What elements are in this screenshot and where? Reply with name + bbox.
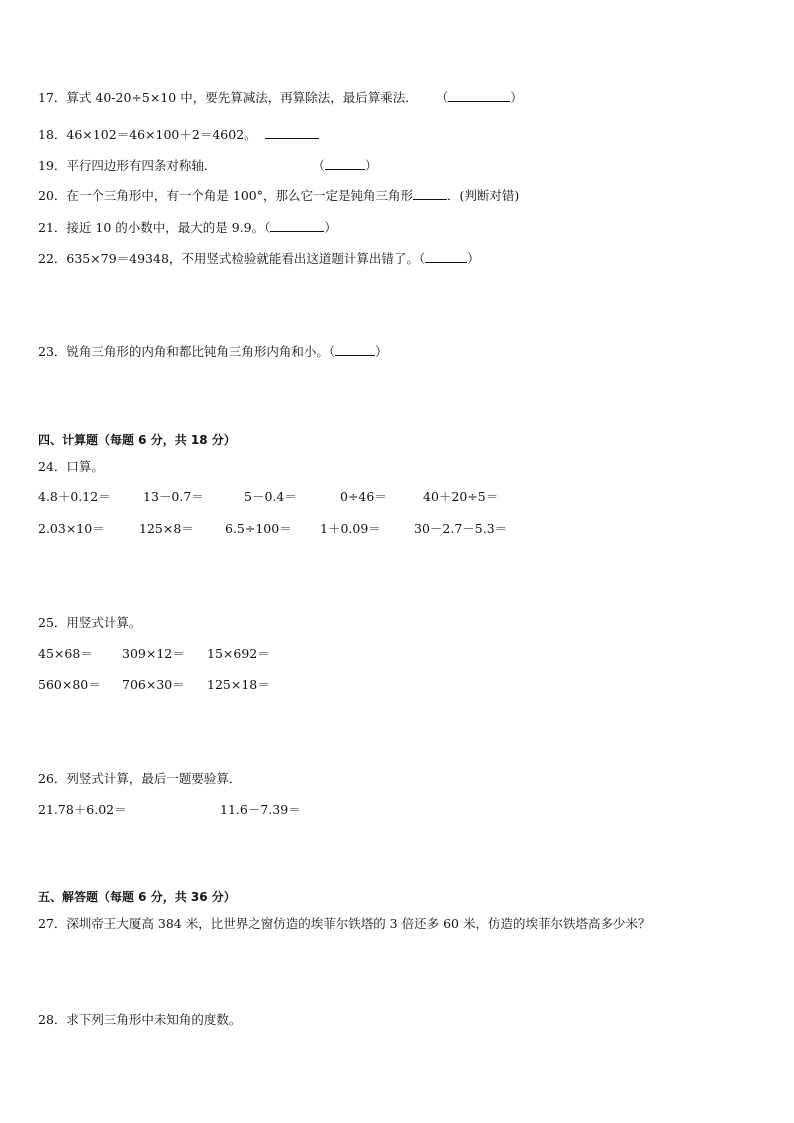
answer-blank[interactable] — [270, 219, 324, 232]
question-21: 21．接近 10 的小数中，最大的是 9.9。（ ） — [38, 220, 337, 235]
answer-blank[interactable] — [265, 126, 319, 139]
question-text: 在一个三角形中，有一个角是 100°，那么它一定是钝角三角形 — [66, 188, 413, 203]
question-22: 22．635×79＝49348，不用竖式检验就能看出这道题计算出错了。（ ） — [38, 251, 480, 266]
problem: 6.5÷100＝ — [225, 521, 292, 536]
question-number: 21． — [38, 220, 67, 235]
section-heading: 五、解答题（每题 6 分，共 36 分） — [38, 890, 236, 904]
answer-blank[interactable] — [413, 187, 447, 200]
question-20: 20．在一个三角形中，有一个角是 100°，那么它一定是钝角三角形 ．(判断对错) — [38, 188, 520, 203]
question-text: 锐角三角形的内角和都比钝角三角形内角和小。（ — [66, 344, 336, 359]
question-number: 25． — [38, 615, 67, 630]
answer-blank[interactable] — [325, 157, 365, 170]
problem: 1＋0.09＝ — [320, 521, 381, 536]
question-number: 26． — [38, 771, 67, 786]
question-number: 24． — [38, 459, 67, 474]
problem: 706×30＝ — [122, 677, 185, 692]
problem: 560×80＝ — [38, 677, 101, 692]
question-text: 46×102＝46×100＋2＝4602。 — [66, 127, 257, 142]
question-19: 19．平行四边形有四条对称轴． （ ） — [38, 158, 378, 173]
problem: 45×68＝ — [38, 646, 93, 661]
problem: 125×8＝ — [139, 521, 194, 536]
problem: 21.78＋6.02＝ — [38, 802, 127, 817]
section-heading: 四、计算题（每题 6 分，共 18 分） — [38, 433, 236, 447]
problem: 30－2.7－5.3＝ — [414, 521, 508, 536]
question-18 — [38, 126, 319, 143]
problem: 0÷46＝ — [340, 489, 387, 504]
question-number: 27． — [38, 916, 67, 931]
answer-blank[interactable] — [425, 250, 467, 263]
problem: 13－0.7＝ — [143, 489, 204, 504]
question-number: 23． — [38, 344, 67, 359]
problem: 5－0.4＝ — [244, 489, 297, 504]
problem: 15×692＝ — [207, 646, 270, 661]
question-text: 平行四边形有四条对称轴． — [66, 158, 217, 173]
question-17: 17．算式 40-20÷5×10 中，要先算减法，再算除法，最后算乘法． （ ） — [38, 90, 523, 105]
question-number: 19． — [38, 158, 67, 173]
question-25 — [38, 615, 141, 631]
question-text: 635×79＝49348，不用竖式检验就能看出这道题计算出错了。（ — [66, 251, 426, 266]
problem: 309×12＝ — [122, 646, 185, 661]
answer-blank[interactable] — [448, 89, 510, 102]
question-number: 28． — [38, 1012, 67, 1027]
question-text: 口算。 — [66, 459, 104, 474]
question-number: 18． — [38, 127, 67, 142]
question-27 — [38, 916, 650, 932]
problem: 2.03×10＝ — [38, 521, 105, 536]
problem: 40＋20÷5＝ — [423, 489, 499, 504]
answer-blank[interactable] — [335, 343, 375, 356]
question-text: 列竖式计算，最后一题要验算． — [66, 771, 242, 786]
problem: 125×18＝ — [207, 677, 270, 692]
question-text: 接近 10 的小数中，最大的是 9.9。（ — [66, 220, 271, 235]
question-28 — [38, 1012, 241, 1028]
problem: 4.8＋0.12＝ — [38, 489, 111, 504]
question-24 — [38, 459, 104, 475]
question-text: 用竖式计算。 — [66, 615, 142, 630]
question-text: 求下列三角形中未知角的度数。 — [66, 1012, 242, 1027]
question-23: 23．锐角三角形的内角和都比钝角三角形内角和小。（ ） — [38, 344, 388, 359]
question-text: 深圳帝王大厦高 384 米，比世界之窗仿造的埃菲尔铁塔的 3 倍还多 60 米，仿造的埃菲尔铁塔高多少米？ — [66, 916, 651, 931]
question-number: 20． — [38, 188, 67, 203]
problem: 11.6－7.39＝ — [220, 802, 301, 817]
question-number: 22． — [38, 251, 67, 266]
question-text: 算式 40-20÷5×10 中，要先算减法，再算除法，最后算乘法． — [66, 90, 418, 105]
question-26 — [38, 771, 241, 787]
question-number: 17． — [38, 90, 67, 105]
